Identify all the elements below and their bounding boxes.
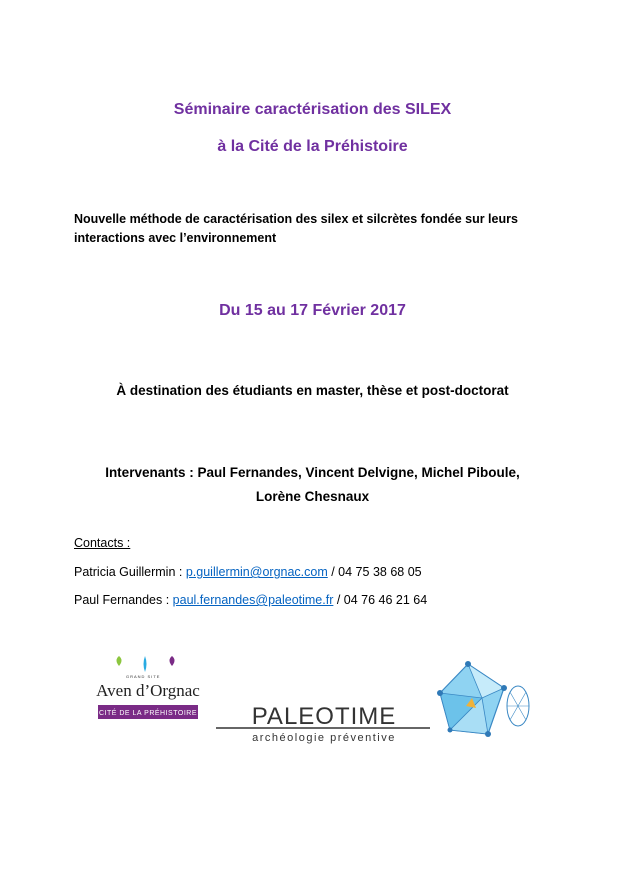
logo-paleotime-name: PALEOTIME	[251, 703, 397, 730]
title-line-2: à la Cité de la Préhistoire	[217, 138, 408, 155]
contacts-heading: Contacts :	[74, 536, 131, 550]
crystal-logo	[430, 658, 534, 744]
contact-name: Patricia Guillermin :	[74, 565, 186, 579]
contact-email-link[interactable]: p.guillermin@orgnac.com	[185, 565, 328, 579]
audience: À destination des étudiants en master, thèse et post-doctorat	[116, 383, 509, 398]
contact-row	[74, 593, 427, 607]
title-line-1: Séminaire caractérisation des SILEX	[173, 101, 452, 118]
paleotime-logo	[214, 700, 432, 746]
aven-orgnac-logo	[88, 656, 208, 724]
speakers	[0, 461, 625, 509]
logo-aven-band: CITÉ DE LA PRÉHISTOIRE	[98, 710, 198, 717]
dates: Du 15 au 17 Février 2017	[219, 302, 406, 319]
contact-email-link[interactable]: paul.fernandes@paleotime.fr	[172, 593, 334, 607]
contact-phone: / 04 75 38 68 05	[327, 565, 422, 579]
logo-aven-top: GRAND SITE	[126, 674, 161, 679]
subtitle: Nouvelle méthode de caractérisation des silex et silcrètes fondée sur leurs interactions avec l’environnement	[74, 212, 518, 245]
contact-row	[74, 565, 422, 579]
speakers-line-2: Lorène Chesnaux	[255, 489, 370, 504]
logo-paleotime-tagline: archéologie préventive	[252, 732, 396, 744]
speakers-line-1: Intervenants : Paul Fernandes, Vincent Delvigne, Michel Piboule,	[105, 465, 520, 480]
logo-aven-name: Aven d’Orgnac	[96, 681, 200, 700]
contact-phone: / 04 76 46 21 64	[333, 593, 428, 607]
contact-name: Paul Fernandes :	[74, 593, 173, 607]
